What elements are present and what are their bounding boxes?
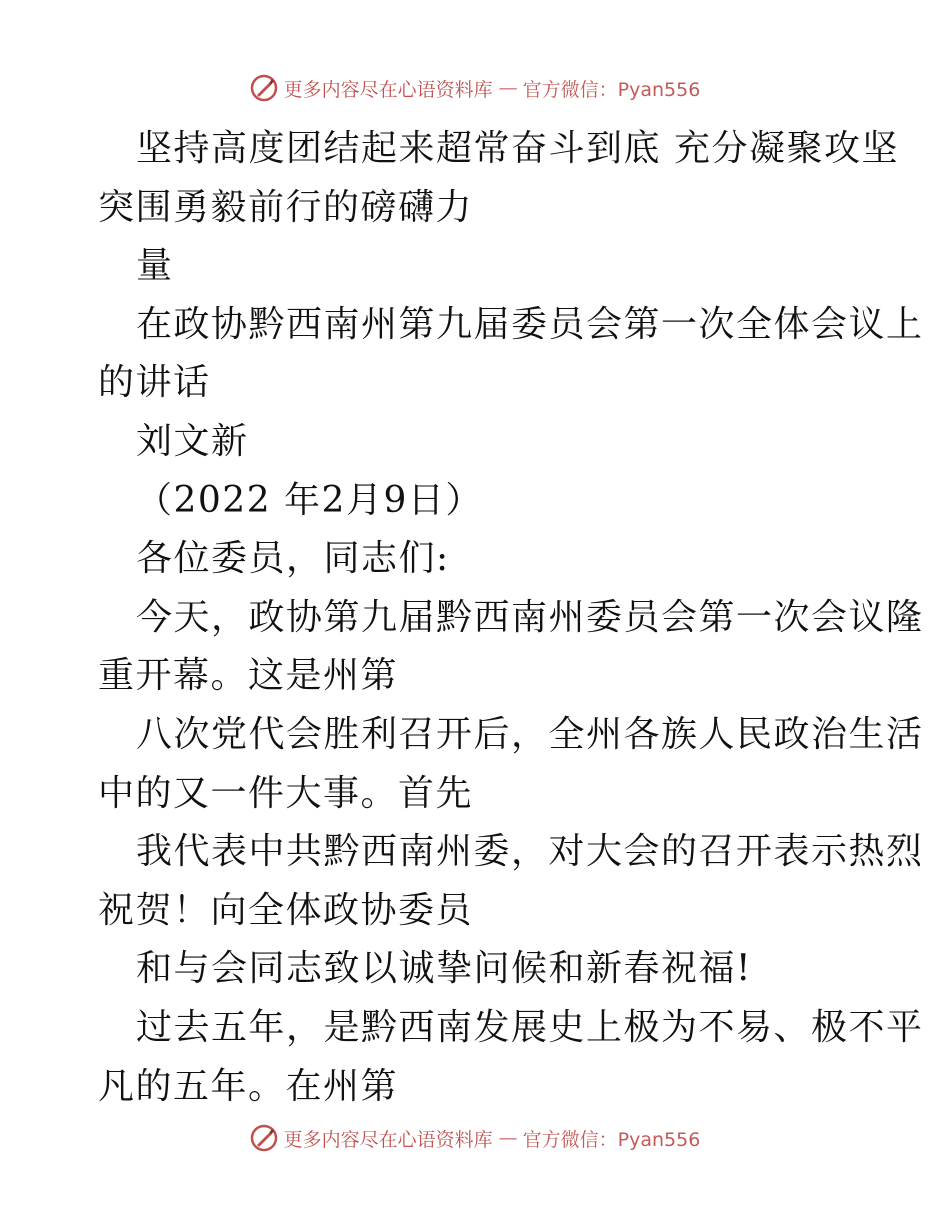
watermark-suffix: 官方微信：Pyan556 (522, 78, 701, 101)
header-watermark (0, 74, 950, 102)
text-line: 八次党代会胜利召开后，全州各族人民政治生活 (136, 713, 924, 755)
text-line: 中的又一件大事。首先 (98, 772, 474, 814)
document-body (98, 120, 924, 1116)
text-line: 坚持高度团结起来超常奋斗到底 充分凝聚攻坚 (136, 128, 899, 169)
watermark-separator: — (498, 77, 517, 99)
text-line: 各位委员，同志们: (136, 538, 450, 580)
footer-watermark (0, 1124, 950, 1152)
watermark-text: 更多内容尽在心语资料库 (283, 78, 493, 101)
text-line: （2022 年2月9日） (136, 479, 483, 521)
text-line: 和与会同志致以诚挚问候和新春祝福! (136, 948, 752, 990)
text-line: 我代表中共黔西南州委，对大会的召开表示热烈 (136, 831, 924, 873)
watermark-text: 更多内容尽在心语资料库 (283, 1128, 493, 1151)
watermark-separator: — (498, 1127, 517, 1149)
quill-in-circle-icon (250, 1124, 278, 1152)
text-line: 突围勇毅前行的磅礴力 (98, 186, 474, 228)
text-line: 凡的五年。在州第 (98, 1065, 399, 1107)
text-line: 祝贺！向全体政协委员 (98, 889, 474, 931)
quill-in-circle-icon (250, 74, 278, 102)
text-line: 过去五年，是黔西南发展史上极为不易、极不平 (136, 1006, 924, 1048)
text-line: 刘文新 (136, 420, 249, 462)
text-line: 的讲话 (98, 362, 211, 404)
text-line: 重开幕。这是州第 (98, 655, 399, 697)
watermark-suffix: 官方微信：Pyan556 (522, 1128, 701, 1151)
text-line: 量 (136, 245, 174, 287)
text-line: 在政协黔西南州第九届委员会第一次全体会议上 (136, 303, 924, 345)
text-line: 今天，政协第九届黔西南州委员会第一次会议隆 (136, 596, 924, 638)
